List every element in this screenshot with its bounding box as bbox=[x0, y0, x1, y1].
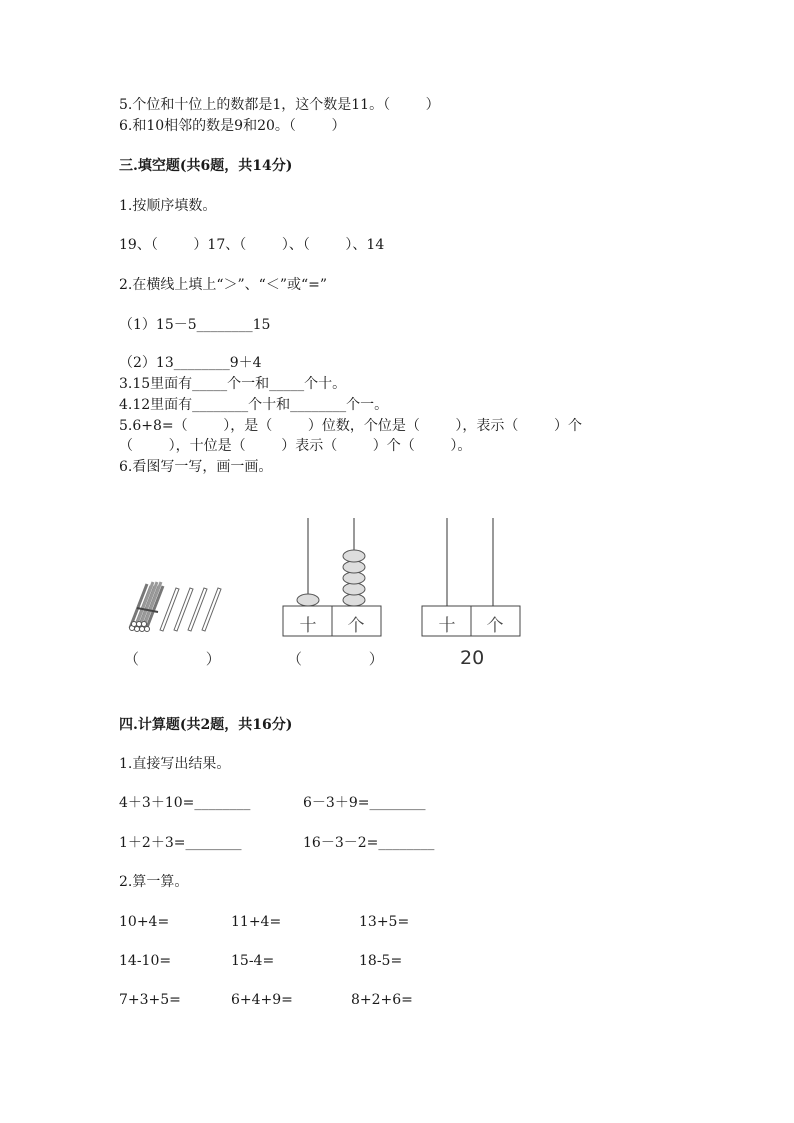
judge-question-6: 6.和10相邻的数是9和20。（ ） bbox=[119, 118, 346, 134]
ones-bead bbox=[343, 550, 365, 562]
single-sticks-icon bbox=[160, 588, 221, 631]
grid-item: 8+2+6= bbox=[351, 992, 413, 1008]
fill-question-3: 3.15里面有_____个一和_____个十。 bbox=[119, 376, 347, 392]
calc-item: 6－3＋9=________ bbox=[303, 795, 426, 811]
ones-bead bbox=[343, 572, 365, 584]
abacus-2-tens-label: 十 bbox=[438, 616, 456, 636]
grid-item: 10+4= bbox=[119, 914, 170, 930]
section-3-title: 三.填空题(共6题，共14分) bbox=[119, 158, 293, 174]
answer-paren-2: （ ） bbox=[287, 650, 384, 668]
grid-item: 7+3+5= bbox=[119, 992, 181, 1008]
fill-question-4: 4.12里面有________个十和________个一。 bbox=[119, 397, 389, 413]
tens-bead bbox=[297, 594, 319, 606]
stick-bundle-icon bbox=[130, 582, 164, 632]
fill-question-1: 1.按顺序填数。 bbox=[119, 198, 217, 214]
fill-question-1-sequence: 19、（ ）17、（ ）、（ ）、14 bbox=[119, 237, 385, 253]
abacus-2-ones-label: 个 bbox=[486, 616, 504, 636]
calc-item: 16－3－2=________ bbox=[303, 835, 435, 851]
fill-question-2-part-1: （1）15－5________15 bbox=[119, 317, 271, 333]
judge-question-5: 5.个位和十位上的数都是1，这个数是11。（ ） bbox=[119, 97, 440, 113]
abacus-2-value: 20 bbox=[460, 647, 485, 669]
calc-item: 1＋2＋3=________ bbox=[119, 835, 242, 851]
abacus-1-ones-label: 个 bbox=[347, 616, 365, 636]
answer-paren-1: （ ） bbox=[124, 650, 221, 668]
ones-bead bbox=[343, 583, 365, 595]
section-4-title: 四.计算题(共2题，共16分) bbox=[119, 717, 293, 733]
grid-item: 14-10= bbox=[119, 953, 172, 969]
fill-question-5-line-1: 5.6+8=（ ），是（ ）位数，个位是（ ），表示（ ）个 bbox=[119, 418, 583, 434]
fill-question-6: 6.看图写一写，画一画。 bbox=[119, 459, 273, 475]
abacus-1-tens-label: 十 bbox=[299, 616, 317, 636]
grid-item: 6+4+9= bbox=[231, 992, 293, 1008]
grid-item: 15-4= bbox=[231, 953, 275, 969]
fill-question-5-line-2: （ ），十位是（ ）表示（ ）个（ ）。 bbox=[119, 438, 472, 454]
ones-bead bbox=[343, 561, 365, 573]
calc-question-2: 2.算一算。 bbox=[119, 874, 189, 890]
grid-item: 13+5= bbox=[359, 914, 410, 930]
grid-item: 11+4= bbox=[231, 914, 282, 930]
calc-question-1: 1.直接写出结果。 bbox=[119, 756, 231, 772]
fill-question-2: 2.在横线上填上“＞”、“＜”或“=” bbox=[119, 277, 328, 293]
fill-question-2-part-2: （2）13________9＋4 bbox=[119, 355, 262, 371]
grid-item: 18-5= bbox=[359, 953, 403, 969]
calc-item: 4＋3＋10=________ bbox=[119, 795, 251, 811]
ones-bead bbox=[343, 594, 365, 606]
